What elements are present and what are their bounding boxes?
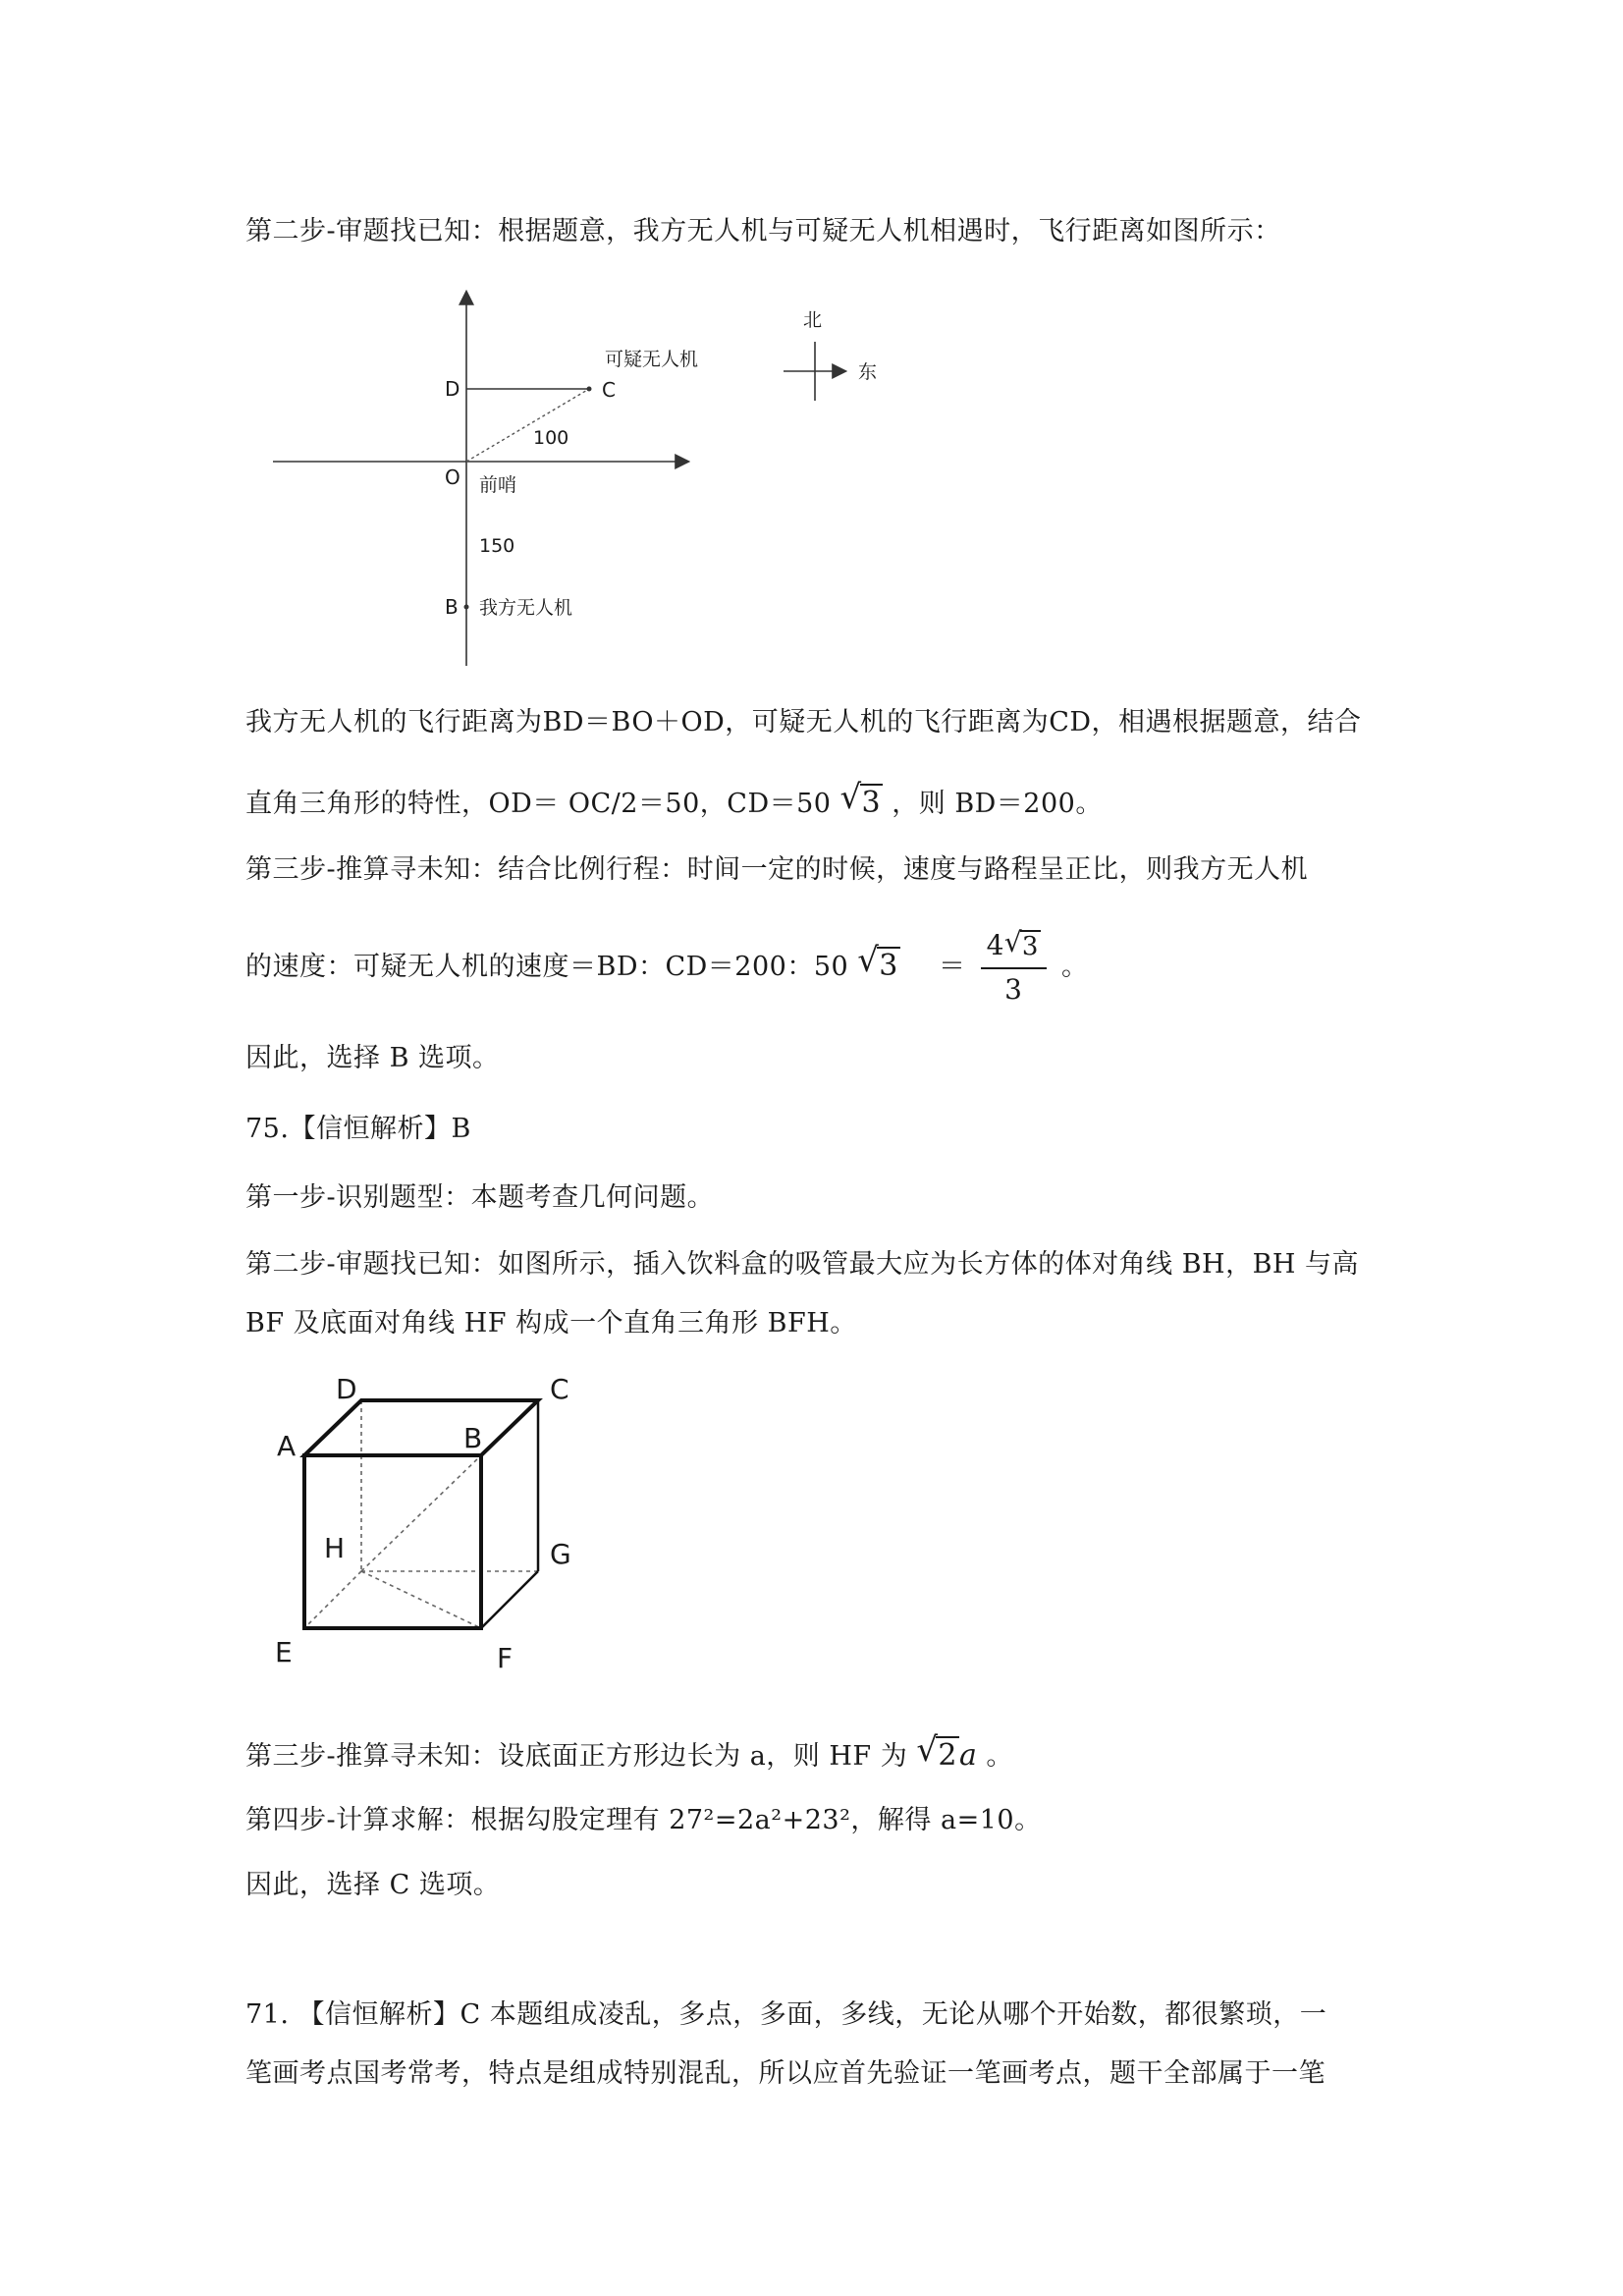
paragraph-distance-explain: 我方无人机的飞行距离为BD＝BO＋OD，可疑无人机的飞行距离为CD，相遇根据题意，结合 xyxy=(245,707,1362,738)
vertex-H: H xyxy=(324,1532,346,1564)
point-B xyxy=(464,605,469,610)
outpost-label: 前哨 xyxy=(479,474,517,496)
text-segment: 。 xyxy=(986,1741,1013,1772)
segment-OC xyxy=(466,389,589,462)
paragraph-answer-C: 因此，选择 C 选项。 xyxy=(245,1870,501,1900)
label-O: O xyxy=(445,465,460,489)
our-drone-label: 我方无人机 xyxy=(479,597,573,619)
sqrt-3-expression: √ 3 xyxy=(839,778,882,820)
label-B: B xyxy=(445,595,459,619)
paragraph-step4-calc: 第四步-计算求解：根据勾股定理有 27²=2a²+23²，解得 a=10。 xyxy=(245,1805,1042,1835)
vertex-A: A xyxy=(277,1430,297,1462)
paragraph-triangle-BFH: BF 及底面对角线 HF 构成一个直角三角形 BFH。 xyxy=(245,1308,857,1339)
compass-north-label: 北 xyxy=(803,309,823,331)
distance-OC-label: 100 xyxy=(533,427,569,449)
equals-sign: ＝ xyxy=(938,952,966,982)
question-71-paragraph-cont: 笔画考点国考常考，特点是组成特别混乱，所以应首先验证一笔画考点，题干全部属于一笔 xyxy=(245,2058,1325,2089)
paragraph-answer-B: 因此，选择 B 选项。 xyxy=(245,1043,500,1073)
question-71-paragraph: 71. 【信恒解析】C 本题组成凌乱，多点，多面，多线，无论从哪个开始数，都很繁琐，一 xyxy=(245,1999,1327,2030)
sqrt-2-expression: √ 2 xyxy=(916,1730,957,1773)
text-segment: 第三步-推算寻未知：设底面正方形边长为 a，则 HF 为 xyxy=(245,1741,908,1772)
label-D: D xyxy=(445,377,460,401)
diagonal-BH xyxy=(361,1455,481,1571)
sqrt-3-expression: √ 3 xyxy=(1003,926,1039,961)
text-segment: 直角三角形的特性，OD＝ OC/2＝50，CD＝50 xyxy=(245,789,832,819)
paragraph-step3-HF xyxy=(245,1730,1013,1777)
paragraph-triangle-property xyxy=(245,778,1103,824)
sqrt-3-expression: √ 3 xyxy=(857,941,898,983)
distance-OB-label: 150 xyxy=(479,535,515,557)
vertex-D: D xyxy=(336,1373,357,1405)
cuboid-diagram xyxy=(265,1365,599,1679)
paragraph-step2-known: 第二步-审题找已知：如图所示，插入饮料盒的吸管最大应为长方体的体对角线 BH，BH 与高 xyxy=(245,1249,1360,1280)
diagonal-HF xyxy=(361,1571,481,1628)
compass-icon xyxy=(784,342,844,401)
drone-meeting-diagram xyxy=(265,283,913,676)
vertex-E: E xyxy=(275,1636,293,1668)
radicand: 3 xyxy=(879,949,898,983)
suspect-drone-label: 可疑无人机 xyxy=(605,349,699,370)
text-segment: 的速度：可疑无人机的速度＝BD：CD＝200：50 xyxy=(245,952,849,982)
question-75-heading: 75.【信恒解析】B xyxy=(245,1114,471,1144)
paragraph-step3: 第三步-推算寻未知：结合比例行程：时间一定的时候，速度与路程呈正比，则我方无人机 xyxy=(245,854,1309,885)
vertex-C: C xyxy=(550,1373,569,1405)
paragraph-step1-type: 第一步-识别题型：本题考查几何问题。 xyxy=(245,1182,715,1213)
fraction-4sqrt3-over-3 xyxy=(981,926,1047,1007)
fraction-numerator xyxy=(981,926,1047,969)
paragraph-speed-ratio xyxy=(245,926,1089,1008)
vertex-G: G xyxy=(550,1538,571,1570)
radicand: 3 xyxy=(1021,932,1039,961)
vertex-F: F xyxy=(497,1642,514,1674)
compass-east-label: 东 xyxy=(858,361,878,383)
fraction-denominator: 3 xyxy=(1004,973,1023,1006)
label-C: C xyxy=(602,378,616,402)
variable-a: a xyxy=(958,1738,978,1773)
paragraph-step2-intro: 第二步-审题找已知：根据题意，我方无人机与可疑无人机相遇时，飞行距离如图所示： xyxy=(245,216,1281,246)
radicand: 2 xyxy=(938,1738,957,1773)
radicand: 3 xyxy=(861,786,882,820)
text-segment: ，则 BD＝200。 xyxy=(892,789,1103,819)
text-segment: 。 xyxy=(1061,952,1089,982)
point-C xyxy=(587,387,592,392)
vertex-B: B xyxy=(463,1422,483,1454)
numerator-coefficient: 4 xyxy=(986,929,1004,961)
